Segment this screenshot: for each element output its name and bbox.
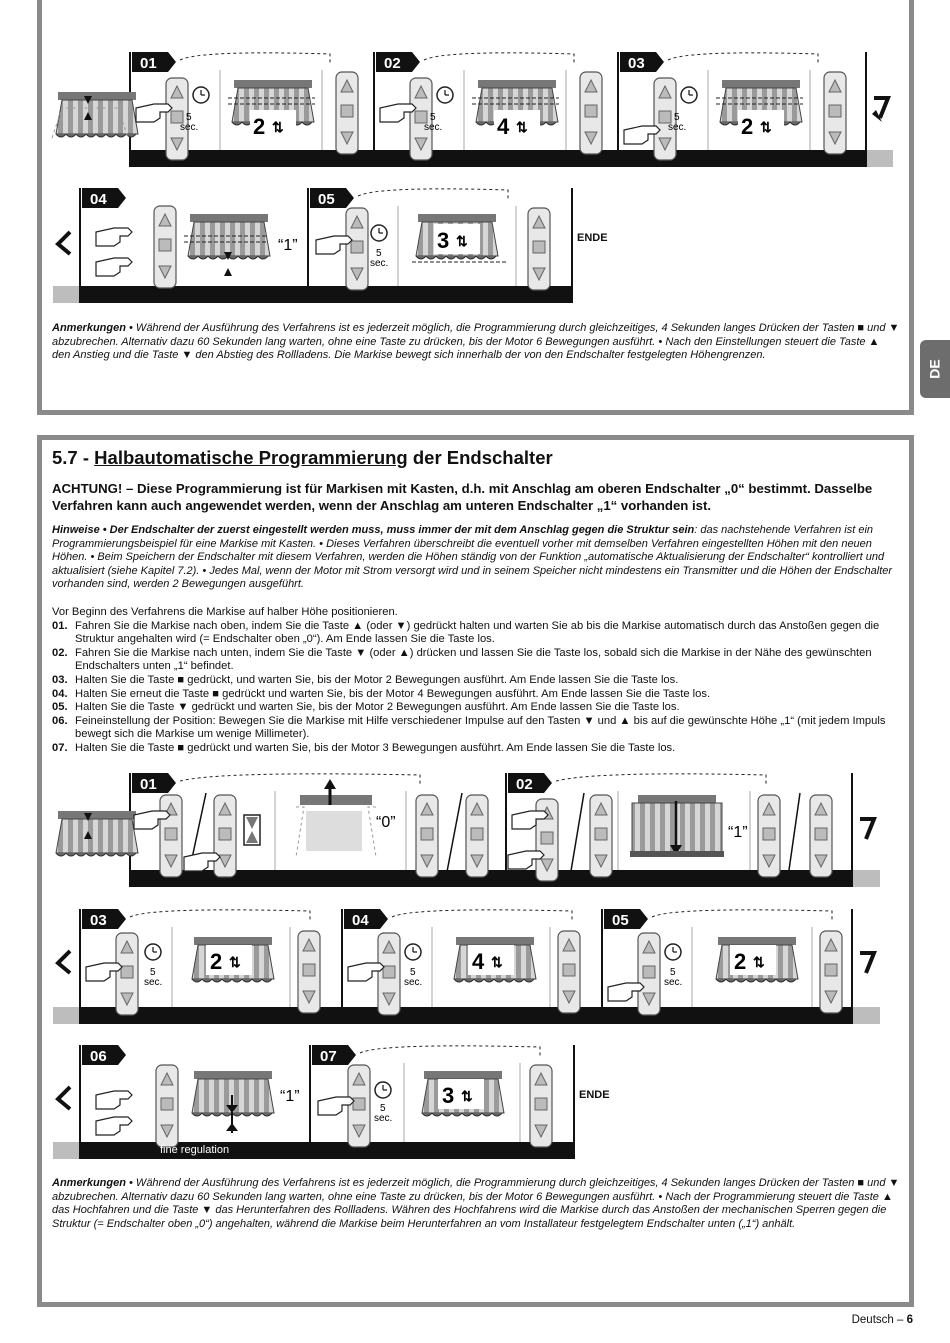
svg-text:sec.: sec.: [664, 977, 683, 988]
instruction-step: 07. Halten Sie die Taste ■ gedrückt und warten Sie, bis der Motor 3 Bewegungen ausführt. Am Ende lassen Sie die Taste los.: [52, 741, 676, 754]
svg-text:5: 5: [674, 112, 680, 123]
svg-text:“1”: “1”: [280, 1088, 300, 1105]
top-note: Anmerkungen • Während der Ausführung des Verfahrens ist es jederzeit möglich, die Programmierung durch gleichzeitiges, 4 Sekunden langes Drücken der Tasten ■ und ▼ abzubrechen. Alternativ dazu 60 Sekunden lang warten, ohne eine Taste zu drücken, bis der Motor 6 Bewegungen ausführt. • Nach den Einstellungen steuert die Taste ▲ den Anstieg und die Taste ▼ den Abstieg des Rollladens. Die Markise bewegt sich innerhalb der von den Endschalter festgelegten Höhengrenzen.: [52, 322, 900, 361]
svg-text:2: 2: [741, 114, 754, 139]
svg-text:5: 5: [376, 248, 382, 259]
top-step-02: 02: [384, 55, 401, 72]
bottom-diagram: [0, 765, 950, 1165]
section-warning: ACHTUNG! – Diese Programmierung ist für Markisen mit Kasten, d.h. mit Anschlag am oberen Endschalter „0“ bestimmt. Dasselbe Verfahren kann auch angewendet werden, wenn der Anschlag am unteren Endschalter „1“ vorhanden ist.: [52, 481, 873, 513]
bot-step-06: 06: [90, 1048, 107, 1065]
svg-text:sec.: sec.: [370, 258, 389, 269]
svg-text:⇅: ⇅: [760, 119, 772, 135]
svg-text:2: 2: [210, 949, 223, 974]
svg-text:5: 5: [430, 112, 436, 123]
bot-step-01: 01: [140, 776, 157, 793]
top-step-05: 05: [318, 191, 335, 208]
page-footer: Deutsch – 6: [851, 1314, 913, 1326]
instruction-step: 01. Fahren Sie die Markise nach oben, indem Sie die Taste ▲ (oder ▼) gedrückt halten und warten Sie ab bis die Markise automatisch durch das Anstoßen gegen die Struktur angehalten wird (= Endschalter oben „0“). Am Ende lassen Sie die Taste los.: [52, 619, 880, 646]
svg-text:3: 3: [442, 1083, 455, 1108]
clock-icon: [193, 87, 209, 103]
svg-text:4: 4: [497, 114, 510, 139]
bot-step-03: 03: [90, 912, 107, 929]
svg-text:3: 3: [437, 228, 450, 253]
svg-text:sec.: sec.: [668, 122, 687, 133]
top-row1: [52, 52, 893, 167]
bot-step-04: 04: [352, 912, 369, 929]
fine-regulation-label: fine regulation: [160, 1144, 230, 1156]
svg-text:sec.: sec.: [374, 1113, 393, 1124]
instructions: [52, 606, 900, 756]
svg-text:5: 5: [410, 967, 416, 978]
svg-text:5: 5: [670, 967, 676, 978]
svg-text:⇅: ⇅: [491, 954, 503, 970]
svg-text:4: 4: [472, 949, 485, 974]
svg-text:sec.: sec.: [424, 122, 443, 133]
instruction-step: 04. Halten Sie erneut die Taste ■ gedrückt und warten Sie, bis der Motor 4 Bewegungen ausführt. Am Ende lassen Sie die Taste los.: [52, 687, 711, 700]
svg-text:“1”: “1”: [278, 237, 298, 254]
instruction-step: 06. Feineinstellung der Position: Bewegen Sie die Markise mit Hilfe verschiedener Impulse auf den Tasten ▼ und ▲ bis auf die gewünschte Höhe „1“ (mit jedem Impuls bewegt sich die Markise um wenige Millimeter).: [52, 714, 886, 741]
svg-text:⇅: ⇅: [516, 119, 528, 135]
section-hint: Hinweise • Der Endschalter der zuerst eingestellt werden muss, muss immer der mit dem Anschlag gegen die Struktur sein: das nachstehende Verfahren ist ein Programmierungsbeispiel für eine Markise mit Kasten. • Dieses Verfahren überschreibt die eventuell vorher mit demselben Verfahren eingestellten Höhen mit den neuen Höhen. • Beim Speichern der Endschalter mit diesem Verfahren, werden die Höhen ständig von der Funktion „automatische Aktualisierung der Endschalter“ kontrolliert und aktualisiert (siehe Kapitel 7.2). • Jedes Mal, wenn der Motor mit Strom versorgt wird und in seinem Speicher nicht mindestens ein Transmitter und die Höhen der Endschalter vorhanden sind, werden 2 Bewegungen ausgeführt.: [52, 524, 893, 590]
svg-text:sec.: sec.: [144, 977, 163, 988]
top-end-label: ENDE: [577, 232, 608, 244]
svg-text:5: 5: [186, 112, 192, 123]
bottom-note: Anmerkungen • Während der Ausführung des Verfahrens ist es jederzeit möglich, die Programmierung durch gleichzeitiges, 4 Sekunden langes Drücken der Tasten ■ und ▼ abzubrechen. Alternativ dazu 60 Sekunden lang warten, ohne eine Taste zu drücken, bis der Motor 6 Bewegungen ausführt. • Nach der Programmierung steuert die Taste ▲ das Hochfahren und die Taste ▼ das Herunterfahren des Rollladens. Währen des Hochfahrens wird die Markise durch das Anstoßen der mechanischen Sperren gegen die Struktur (= Endschalter oben „0“) angehalten, während die Markise beim Herunterfahren an vom Installateur festgelegtem Endschalter unten („1“) anhält.: [52, 1177, 900, 1230]
top-row2: [53, 188, 572, 303]
svg-text:“1”: “1”: [728, 824, 748, 841]
svg-text:⇅: ⇅: [229, 954, 241, 970]
svg-text:⇅: ⇅: [753, 954, 765, 970]
svg-text:⇅: ⇅: [461, 1088, 473, 1104]
top-diagram: [0, 0, 950, 310]
awning-icon: [56, 92, 138, 137]
language-tab[interactable]: DE: [920, 340, 950, 398]
svg-text:“0”: “0”: [376, 814, 396, 831]
instruction-step: 05. Halten Sie die Taste ▼ gedrückt und warten Sie, bis der Motor 2 Bewegungen ausführt. Am Ende lassen Sie die Taste los.: [52, 701, 680, 714]
svg-text:⇅: ⇅: [272, 119, 284, 135]
svg-text:sec.: sec.: [404, 977, 423, 988]
top-step-04: 04: [90, 191, 107, 208]
bot-step-07: 07: [320, 1048, 337, 1065]
bot-step-02: 02: [516, 776, 533, 793]
top-step-03: 03: [628, 55, 645, 72]
svg-text:5: 5: [380, 1103, 386, 1114]
top-step-01: 01: [140, 55, 157, 72]
svg-text:2: 2: [734, 949, 747, 974]
instruction-step: 02. Fahren Sie die Markise nach unten, indem Sie die Taste ▼ (oder ▲) drücken und lassen Sie die Taste los, sobald sich die Markise in der Nähe des gewünschten Endschalters unten „1“ befindet.: [52, 646, 872, 673]
instruction-step: 03. Halten Sie die Taste ■ gedrückt, und warten Sie, bis der Motor 2 Bewegungen ausführt. Am Ende lassen Sie die Taste los.: [52, 673, 679, 686]
svg-text:sec.: sec.: [180, 122, 199, 133]
svg-text:⇅: ⇅: [456, 233, 468, 249]
svg-text:5: 5: [150, 967, 156, 978]
svg-text:2: 2: [253, 114, 266, 139]
bottom-end-label: ENDE: [579, 1089, 610, 1101]
bot-step-05: 05: [612, 912, 629, 929]
section-title: 5.7 - Halbautomatische Programmierung der Endschalter: [52, 447, 553, 468]
instructions-intro: Vor Beginn des Verfahrens die Markise auf halber Höhe positionieren.: [52, 606, 398, 618]
